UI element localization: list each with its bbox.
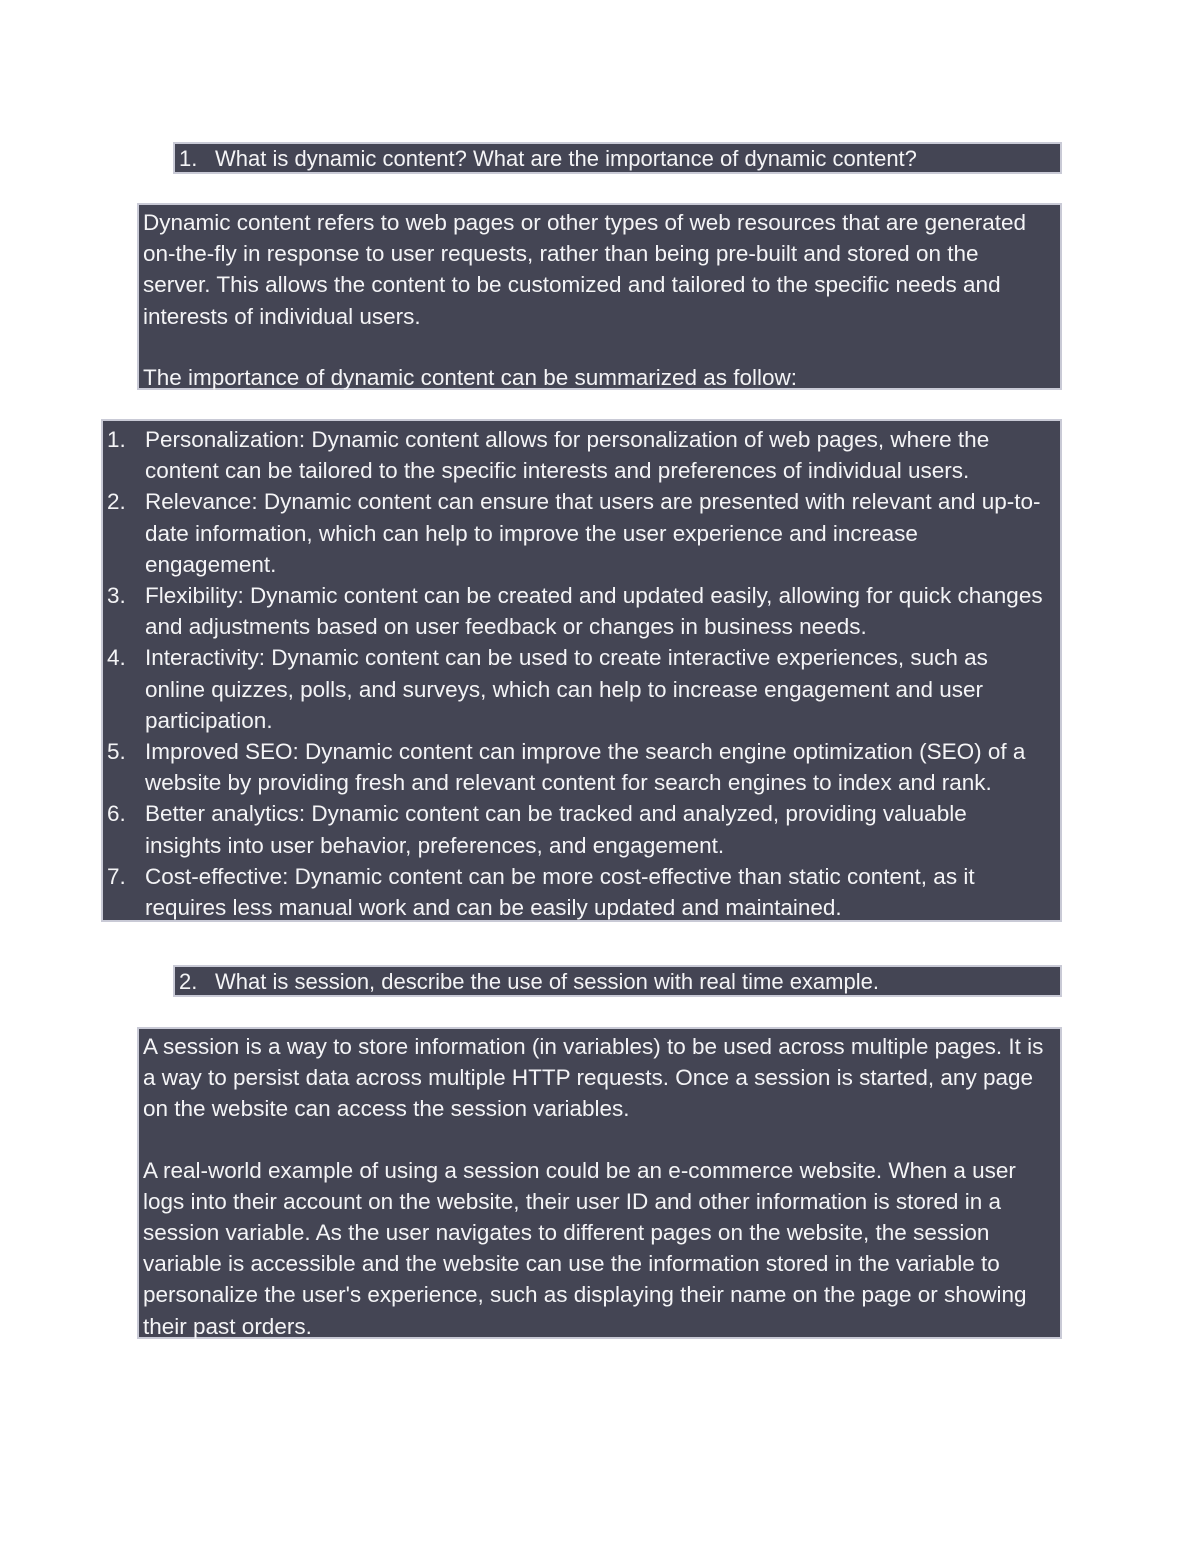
question-1-number: 1.	[179, 146, 198, 171]
list-item-number: 4.	[107, 645, 126, 671]
importance-list	[107, 424, 1048, 923]
answer-1-block	[137, 203, 1062, 390]
list-item-number: 6.	[107, 801, 126, 827]
list-item-number: 1.	[107, 427, 126, 452]
list-item-text: Relevance: Dynamic content can ensure that users are presented with relevant and up-to-date information, which can help to improve the user experience and increase engagement.	[145, 489, 1041, 577]
question-2-text: What is session, describe the use of session with real time example.	[215, 969, 879, 994]
answer-2-block	[137, 1027, 1062, 1339]
list-item-text: Personalization: Dynamic content allows for personalization of web pages, where the content can be tailored to the specific interests and preferences of individual users.	[145, 427, 990, 484]
list-item	[107, 424, 1048, 486]
list-item-number: 3.	[107, 583, 126, 609]
list-item	[107, 486, 1048, 580]
list-item	[107, 798, 1048, 860]
answer-1-paragraph-1: Dynamic content refers to web pages or other types of web resources that are generated on-the-fly in response to user requests, rather than being pre-built and stored on the server. This allows the content to be customized and tailored to the specific needs and interests of individual users.	[143, 210, 1026, 329]
answer-2-paragraph-2: A real-world example of using a session could be an e-commerce website. When a user logs into their account on the website, their user ID and other information is stored in a session variable. As the user navigates to different pages on the website, the session variable is accessible and the website can use the information stored in the variable to personalize the user's experience, such as displaying their name on the page or showing their past orders.	[143, 1157, 1027, 1339]
list-item-text: Flexibility: Dynamic content can be created and updated easily, allowing for quick changes and adjustments based on user feedback or changes in business needs.	[145, 583, 1043, 640]
list-item	[107, 736, 1048, 798]
list-item-text: Interactivity: Dynamic content can be used to create interactive experiences, such as online quizzes, polls, and surveys, which can help to increase engagement and user participation.	[145, 645, 988, 733]
question-1-heading	[173, 142, 1062, 174]
question-2-heading	[173, 965, 1062, 997]
list-item-number: 5.	[107, 739, 126, 765]
importance-list-block	[101, 419, 1062, 922]
list-item	[107, 642, 1048, 736]
list-item-text: Improved SEO: Dynamic content can improve the search engine optimization (SEO) of a website by providing fresh and relevant content for search engines to index and rank.	[145, 739, 1026, 796]
list-item-number: 7.	[107, 863, 126, 889]
list-item-number: 2.	[107, 489, 126, 515]
answer-2-paragraph-1: A session is a way to store information (in variables) to be used across multiple pages. It is a way to persist data across multiple HTTP requests. Once a session is started, any page on the website can access the session variables.	[143, 1034, 1044, 1122]
question-1-text: What is dynamic content? What are the importance of dynamic content?	[215, 146, 917, 171]
list-item-text: Better analytics: Dynamic content can be tracked and analyzed, providing valuable insights into user behavior, preferences, and engagement.	[145, 801, 967, 858]
answer-1-paragraph-2: The importance of dynamic content can be summarized as follow:	[143, 364, 798, 390]
list-item	[107, 861, 1048, 923]
question-2-number: 2.	[179, 969, 198, 994]
list-item	[107, 580, 1048, 642]
list-item-text: Cost-effective: Dynamic content can be more cost-effective than static content, as it requires less manual work and can be easily updated and maintained.	[145, 863, 975, 921]
